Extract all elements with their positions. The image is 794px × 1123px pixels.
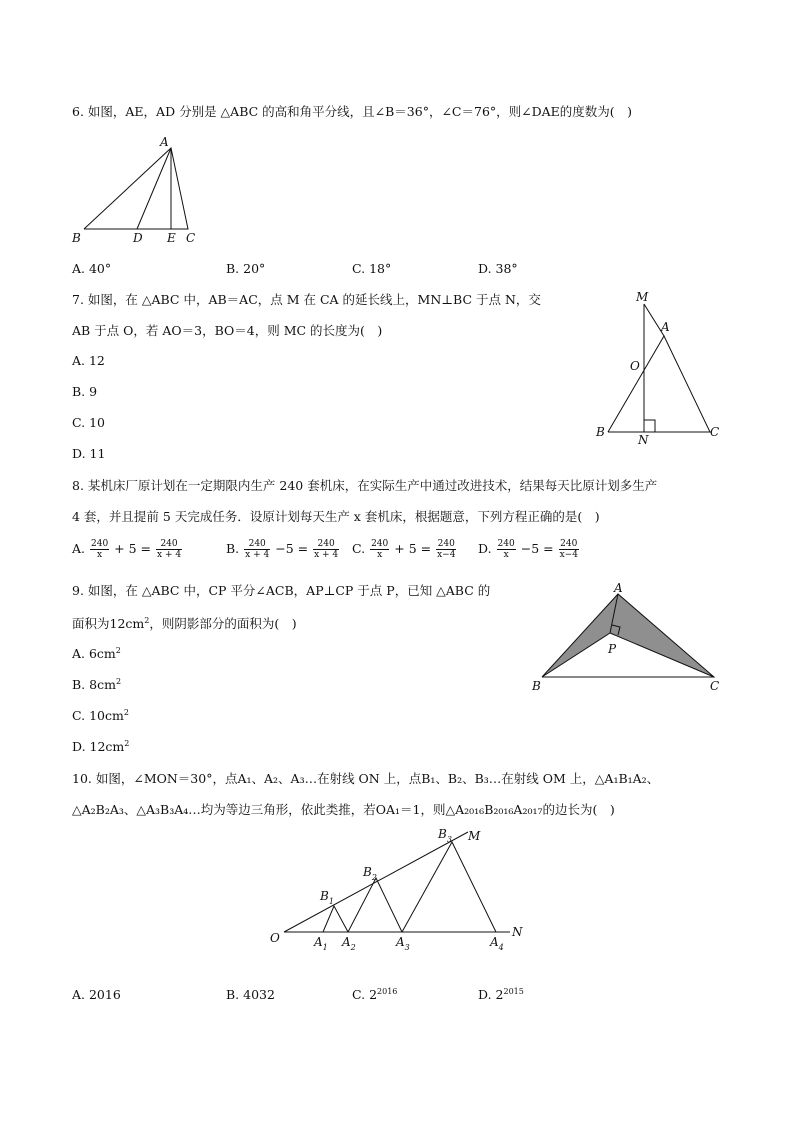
q6-option-d[interactable]: D. 38°	[478, 261, 518, 276]
q8-option-a-op: + 5 =	[114, 541, 152, 556]
q8-option-a-frac2: $\frac{240}{x + 4}$	[157, 539, 182, 560]
q7-option-d[interactable]: D. 11	[72, 446, 106, 461]
q8-option-c[interactable]	[352, 539, 457, 560]
q9-shade-right	[610, 594, 714, 677]
q7-label-c: C	[710, 425, 720, 439]
q9-label-p: P	[608, 642, 617, 656]
q8-stem-line2: 4 套，并且提前 5 天完成任务．设原计划每天生产 x 套机床，根据题意，下列方程正确的是( )	[72, 509, 600, 524]
q8-option-c-frac2: $\frac{240}{x-4}$	[437, 539, 456, 560]
q9-option-b[interactable]: B. $8cm^2$	[72, 677, 122, 693]
q9-label-a: A	[614, 581, 623, 595]
q10-label-b1: $B_1$	[320, 889, 334, 906]
q6-stem: 6. 如图，AE，AD 分别是 △ABC 的高和角平分线，且∠B＝36°，∠C＝76°，则∠DAE的度数为( )	[72, 104, 633, 119]
q9-label-b: B	[532, 679, 541, 693]
q8-option-b-frac1: $\frac{240}{x + 4}$	[245, 539, 270, 560]
q7-label-b: B	[596, 425, 605, 439]
q7-label-n: N	[638, 433, 649, 446]
q10-option-b[interactable]: B. 4032	[226, 987, 275, 1003]
q6-option-c[interactable]: C. 18°	[352, 261, 392, 276]
q9-stem-line2: 面积为$12cm^2$，则阴影部分的面积为( )	[72, 616, 297, 632]
q8-option-c-op: + 5 =	[394, 541, 432, 556]
q10-label-m: M	[468, 829, 481, 843]
q10-label-a3: $A_3$	[396, 935, 410, 952]
q8-option-d-label: D.	[478, 541, 492, 556]
q8-option-b-op: −5 =	[275, 541, 309, 556]
q8-option-b-frac2: $\frac{240}{x + 4}$	[314, 539, 339, 560]
q10-label-a4: $A_4$	[490, 935, 504, 952]
q7-label-m: M	[636, 290, 649, 304]
q6-label-d: D	[133, 231, 143, 245]
q6-option-b[interactable]: B. 20°	[226, 261, 266, 276]
q9-figure	[528, 580, 728, 695]
q10-stem-line2: △A₂B₂A₃、△A₃B₃A₄…均为等边三角形，依此类推，若OA₁＝1，则△A₂₀₁₆B₂₀₁₆A₂₀₁₇的边长为( )	[72, 802, 615, 817]
q7-option-c[interactable]: C. 10	[72, 415, 105, 430]
q10-option-a[interactable]: A. 2016	[72, 987, 121, 1003]
q10-option-d[interactable]: D. $2^{2015}$	[478, 987, 524, 1003]
q10-label-o: O	[270, 931, 280, 945]
q6-label-b: B	[72, 231, 81, 245]
q8-option-a-frac1: $\frac{240}{x}$	[91, 539, 109, 560]
q9-label-c: C	[710, 679, 720, 693]
q9-option-c[interactable]: C. $10cm^2$	[72, 708, 129, 724]
q10-label-n: N	[512, 925, 523, 939]
q9-stem-line1: 9. 如图，在 △ABC 中，CP 平分∠ACB，AP⊥CP 于点 P，已知 △ABC 的	[72, 583, 491, 598]
q6-option-a[interactable]: A. 40°	[72, 261, 112, 276]
q7-stem-line1: 7. 如图，在 △ABC 中，AB＝AC，点 M 在 CA 的延长线上，MN⊥BC 于点 N，交	[72, 292, 541, 307]
q9-option-d[interactable]: D. $12cm^2$	[72, 739, 130, 755]
q8-option-a-label: A.	[72, 541, 86, 556]
q10-stem-line1: 10. 如图，∠MON＝30°，点A₁、A₂、A₃…在射线 ON 上，点B₁、B₂、B₃…在射线 OM 上，△A₁B₁A₂、	[72, 771, 660, 786]
q10-label-a1: $A_1$	[314, 935, 328, 952]
q7-figure	[590, 286, 725, 446]
q8-option-d-frac1: $\frac{240}{x}$	[497, 539, 515, 560]
q7-label-a: A	[661, 320, 670, 334]
q8-option-c-frac1: $\frac{240}{x}$	[371, 539, 389, 560]
q7-label-o: O	[630, 359, 640, 373]
q7-stem-line2: AB 于点 O，若 AO＝3，BO＝4，则 MC 的长度为( )	[72, 323, 383, 338]
q8-option-b[interactable]	[226, 539, 340, 560]
q8-option-d[interactable]	[478, 539, 580, 560]
q9-option-a[interactable]: A. $6cm^2$	[72, 646, 121, 662]
q8-option-a[interactable]	[72, 539, 183, 560]
q10-figure	[262, 822, 537, 957]
q8-option-c-label: C.	[352, 541, 366, 556]
q10-label-a2: $A_2$	[342, 935, 356, 952]
q6-figure	[70, 132, 210, 248]
q6-label-a: A	[160, 135, 169, 149]
q7-option-b[interactable]: B. 9	[72, 384, 98, 399]
q8-option-d-op: −5 =	[520, 541, 554, 556]
q8-stem-line1: 8. 某机床厂原计划在一定期限内生产 240 套机床，在实际生产中通过改进技术，结果每天比原计划多生产	[72, 478, 658, 493]
q8-option-d-frac2: $\frac{240}{x-4}$	[559, 539, 578, 560]
q6-label-c: C	[186, 231, 196, 245]
q6-label-e: E	[167, 231, 176, 245]
q7-option-a[interactable]: A. 12	[72, 353, 105, 368]
q8-option-b-label: B.	[226, 541, 240, 556]
q10-label-b3: $B_3$	[438, 827, 452, 844]
q10-label-b2: $B_2$	[363, 865, 377, 882]
q10-option-c[interactable]: C. $2^{2016}$	[352, 987, 398, 1003]
